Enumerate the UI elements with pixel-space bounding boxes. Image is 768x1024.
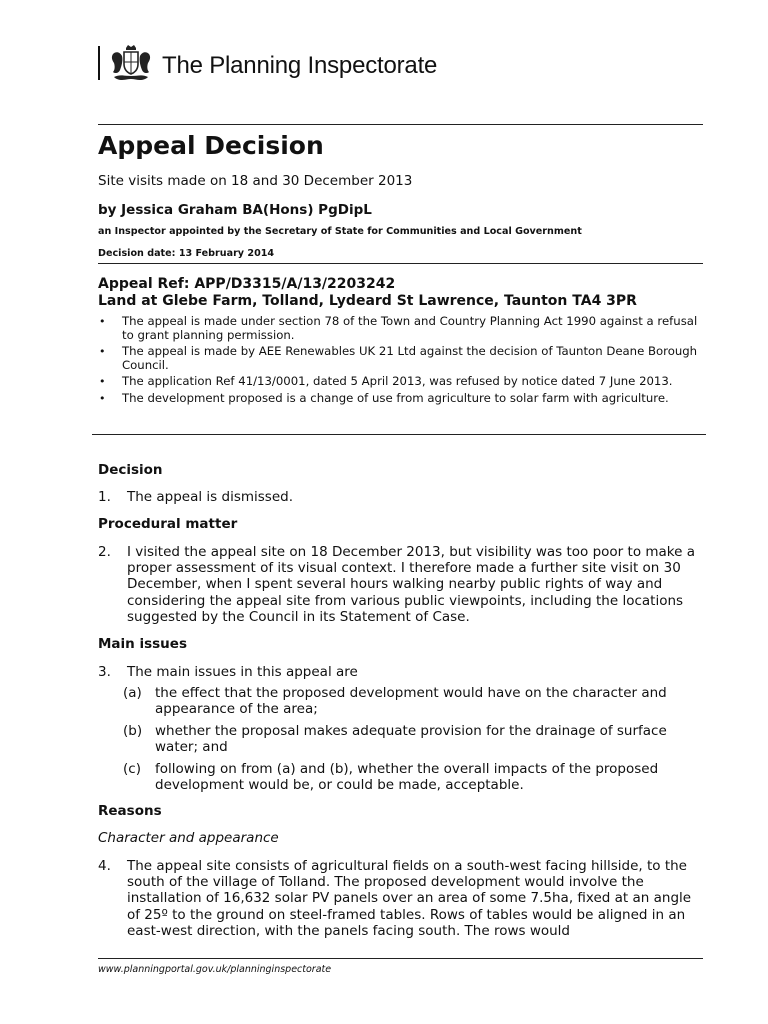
- org-name: The Planning Inspectorate: [162, 52, 438, 79]
- paragraph-text: The appeal site consists of agricultural fields on a south-west facing hillside, to the south of the village of Tolland. The proposed development would involve the installation of 16,632 solar PV panels over an area of some 7.5ha, fixed at an angle of 25º to the ground on steel-framed tables. Rows of tables would be aligned in an east-west direction, with the panels facing south. The rows would: [127, 858, 692, 939]
- issue-label: (c): [123, 761, 141, 777]
- footer-rule: [98, 958, 703, 959]
- paragraph-2: [98, 544, 704, 625]
- paragraph-1: [98, 489, 704, 505]
- issue-text: the effect that the proposed development would have on the character and appearance of the area;: [155, 685, 667, 718]
- paragraph-4: [98, 858, 704, 939]
- paragraph-text: I visited the appeal site on 18 December 2013, but visibility was too poor to make a proper assessment of its visual context. I therefore made a further site visit on 30 December, when I spent several hours walking nearby public rights of way and considering the appeal site from various public viewpoints, including the locations suggested by the Council in its Statement of Case.: [127, 544, 695, 625]
- decision-date: Decision date: 13 February 2014: [98, 248, 275, 259]
- issue-label: (a): [123, 685, 142, 701]
- logo-divider: [98, 46, 100, 80]
- paragraph-number: 3.: [98, 664, 111, 680]
- footer-url: www.planningportal.gov.uk/planninginspectorate: [98, 964, 332, 975]
- issue-label: (b): [123, 723, 143, 739]
- main-issues-heading: Main issues: [98, 636, 187, 652]
- title-rule: [98, 263, 703, 264]
- inspector-line: by Jessica Graham BA(Hons) PgDipL: [98, 202, 372, 218]
- list-item: • The appeal is made under section 78 of the Town and Country Planning Act 1990 against a refusal to grant planning permission.: [98, 315, 708, 342]
- list-item: • The application Ref 41/13/0001, dated 5 April 2013, was refused by notice dated 7 June 2013.: [98, 375, 708, 389]
- paragraph-text: The appeal is dismissed.: [127, 489, 293, 505]
- paragraph-text: The main issues in this appeal are: [127, 664, 358, 680]
- issue-b: [123, 723, 703, 755]
- paragraph-number: 2.: [98, 544, 111, 560]
- procedural-heading: Procedural matter: [98, 516, 238, 532]
- summary-rule: [92, 434, 706, 435]
- royal-coat-of-arms-icon: [108, 44, 154, 82]
- appeal-ref: Appeal Ref: APP/D3315/A/13/2203242: [98, 276, 396, 292]
- issue-text: whether the proposal makes adequate provision for the drainage of surface water; and: [155, 723, 667, 756]
- paragraph-number: 4.: [98, 858, 111, 874]
- appointed-line: an Inspector appointed by the Secretary of State for Communities and Local Government: [98, 226, 582, 237]
- character-subheading: Character and appearance: [98, 830, 279, 846]
- list-item: • The appeal is made by AEE Renewables UK 21 Ltd against the decision of Taunton Deane Borough Council.: [98, 345, 708, 372]
- paragraph-number: 1.: [98, 489, 111, 505]
- top-rule: [98, 124, 703, 125]
- issue-c: [123, 761, 703, 793]
- appeal-summary-list: [98, 315, 708, 409]
- site-visits-line: Site visits made on 18 and 30 December 2013: [98, 173, 413, 189]
- site-address: Land at Glebe Farm, Tolland, Lydeard St Lawrence, Taunton TA4 3PR: [98, 293, 637, 309]
- reasons-heading: Reasons: [98, 803, 162, 819]
- decision-heading: Decision: [98, 462, 163, 478]
- paragraph-3: [98, 664, 704, 680]
- page-title: Appeal Decision: [98, 131, 324, 160]
- issue-text: following on from (a) and (b), whether the overall impacts of the proposed development would be, or could be made, acceptable.: [155, 761, 659, 794]
- issue-a: [123, 685, 703, 717]
- list-item: • The development proposed is a change of use from agriculture to solar farm with agriculture.: [98, 392, 708, 406]
